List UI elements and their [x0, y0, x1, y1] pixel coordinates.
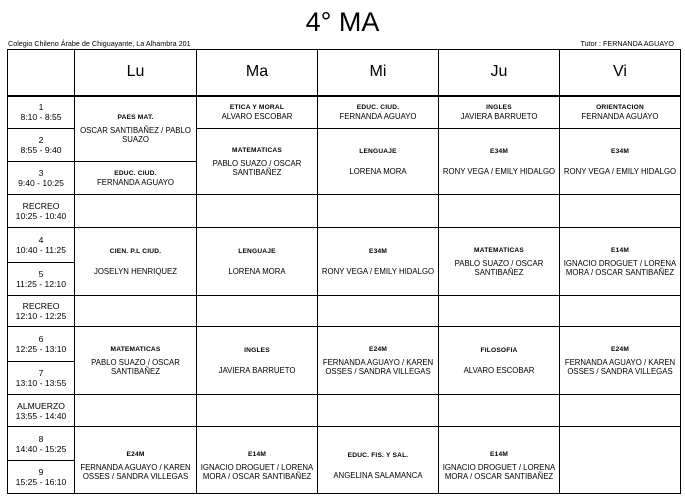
subject-label: ORIENTACION — [596, 104, 644, 112]
day-header-ma: Ma — [197, 50, 318, 96]
slot-vi-6-7 — [560, 327, 681, 395]
period-label-9 — [8, 461, 75, 494]
subject-label: EDUC. FIS. Y SAL. — [347, 452, 409, 459]
period-number: 5 — [38, 269, 44, 279]
corner-cell — [8, 50, 75, 96]
tutor-label: Tutor : FERNANDA AGUAYO — [580, 39, 674, 48]
period-time: 9:40 - 10:25 — [18, 178, 64, 188]
teacher-label: ALVARO ESCOBAR — [221, 112, 293, 122]
page-title: 4° MA — [305, 7, 380, 37]
empty-cell — [439, 296, 560, 327]
period-label-6 — [8, 327, 75, 362]
teacher-label: FERNANDA AGUAYO / KAREN OSSES / SANDRA VILLEGAS — [564, 358, 676, 376]
period-label-7 — [8, 362, 75, 395]
teacher-label: LORENA MORA — [228, 267, 286, 276]
slot-mi-8-9 — [318, 427, 439, 494]
subject-label: PAES MAT. — [117, 114, 154, 122]
slot-mi-1 — [318, 96, 439, 129]
subject-label: E14M — [247, 451, 267, 458]
empty-cell — [197, 395, 318, 427]
subject-label: E24M — [610, 346, 630, 353]
day-header-vi: Vi — [560, 50, 681, 96]
subject-label: CIEN. P.L CIUD. — [109, 248, 162, 255]
teacher-label: IGNACIO DROGUET / LORENA MORA / OSCAR SANTIBAÑEZ — [563, 259, 677, 277]
period-time: 8:10 - 8:55 — [20, 112, 62, 123]
break-row-almuerzo — [8, 395, 681, 427]
period-label-3 — [8, 162, 75, 195]
period-number: 2 — [38, 135, 44, 145]
break-row-recreo-1 — [8, 195, 681, 228]
slot-mi-2-3 — [318, 129, 439, 195]
period-row-8 — [8, 427, 681, 461]
period-number: 1 — [38, 102, 44, 113]
teacher-label: ANGELINA SALAMANCA — [333, 471, 423, 480]
period-label-2 — [8, 129, 75, 162]
teacher-label: JAVIERA BARRUETO — [218, 366, 296, 375]
period-time: 10:40 - 11:25 — [15, 245, 66, 255]
break-label — [8, 395, 75, 427]
period-row-1 — [8, 96, 681, 129]
slot-lu-3 — [75, 162, 197, 195]
teacher-label: FERNANDA AGUAYO — [581, 112, 659, 122]
subject-label: INGLES — [486, 104, 512, 112]
teacher-label: PABLO SUAZO / OSCAR SANTIBAÑEZ — [212, 159, 302, 177]
empty-cell — [197, 195, 318, 228]
empty-cell — [75, 395, 197, 427]
subject-label: MATEMATICAS — [110, 346, 161, 353]
subject-label: E14M — [489, 451, 509, 458]
period-number: 6 — [38, 334, 44, 344]
subject-label: E14M — [610, 247, 630, 254]
slot-ma-8-9 — [197, 427, 318, 494]
subject-label: LENGUAJE — [359, 148, 397, 155]
period-time: 12:25 - 13:10 — [15, 344, 67, 354]
schedule-table — [7, 49, 681, 494]
slot-vi-4-5 — [560, 228, 681, 296]
subject-label: E24M — [368, 346, 388, 353]
empty-cell — [439, 395, 560, 427]
period-row-4 — [8, 228, 681, 263]
slot-lu-8-9 — [75, 427, 197, 494]
teacher-label: FERNANDA AGUAYO — [339, 112, 417, 122]
subject-label: E34M — [368, 248, 388, 255]
period-label-1 — [8, 96, 75, 129]
period-number: 9 — [38, 467, 44, 477]
empty-cell — [318, 195, 439, 228]
teacher-label: RONY VEGA / EMILY HIDALGO — [563, 167, 677, 176]
break-name: RECREO — [22, 301, 60, 311]
slot-ma-4-5 — [197, 228, 318, 296]
slot-lu-6-7 — [75, 327, 197, 395]
school-name: Colegio Chileno Árabe de Chiguayante, La Alhambra 201 — [8, 39, 191, 48]
empty-cell — [560, 296, 681, 327]
teacher-label: OSCAR SANTIBAÑEZ / PABLO SUAZO — [80, 126, 191, 145]
teacher-label: LORENA MORA — [349, 167, 407, 176]
period-label-5 — [8, 263, 75, 296]
empty-cell — [318, 395, 439, 427]
slot-vi-1 — [560, 96, 681, 129]
slot-lu-1-2 — [75, 96, 197, 162]
slot-lu-4-5 — [75, 228, 197, 296]
break-time: 12:10 - 12:25 — [15, 311, 67, 321]
slot-ma-1 — [197, 96, 318, 129]
break-label — [8, 195, 75, 228]
break-name: ALMUERZO — [17, 400, 65, 411]
period-number: 4 — [38, 235, 44, 245]
empty-cell — [560, 427, 681, 494]
subject-label: EDUC. CIUD. — [114, 170, 157, 177]
teacher-label: FERNANDA AGUAYO / KAREN OSSES / SANDRA VILLEGAS — [322, 358, 434, 376]
period-label-8 — [8, 427, 75, 461]
break-name: RECREO — [22, 201, 60, 211]
break-label — [8, 296, 75, 327]
period-number: 3 — [38, 168, 44, 178]
period-number: 8 — [38, 433, 44, 444]
day-header-row — [8, 50, 681, 96]
teacher-label: ALVARO ESCOBAR — [463, 366, 535, 375]
teacher-label: JOSELYN HENRIQUEZ — [93, 267, 178, 276]
day-header-mi: Mi — [318, 50, 439, 96]
slot-vi-2-3 — [560, 129, 681, 195]
slot-ma-6-7 — [197, 327, 318, 395]
teacher-label: IGNACIO DROGUET / LORENA MORA / OSCAR SANTIBAÑEZ — [200, 463, 314, 481]
period-time: 15:25 - 16:10 — [15, 477, 67, 487]
teacher-label: JAVIERA BARRUETO — [460, 112, 538, 122]
empty-cell — [439, 195, 560, 228]
empty-cell — [75, 195, 197, 228]
slot-ju-8-9 — [439, 427, 560, 494]
teacher-label: PABLO SUAZO / OSCAR SANTIBAÑEZ — [454, 259, 544, 277]
subject-label: MATEMATICAS — [474, 247, 524, 254]
subject-label: INGLES — [244, 347, 270, 354]
teacher-label: PABLO SUAZO / OSCAR SANTIBAÑEZ — [91, 358, 180, 376]
day-header-lu: Lu — [75, 50, 197, 96]
subject-label: EDUC. CIUD. — [356, 104, 400, 112]
period-time: 13:10 - 13:55 — [15, 378, 67, 388]
subject-label: MATEMATICAS — [232, 147, 282, 154]
empty-cell — [197, 296, 318, 327]
empty-cell — [75, 296, 197, 327]
teacher-label: FERNANDA AGUAYO — [97, 178, 174, 187]
subject-label: E24M — [126, 451, 145, 458]
empty-cell — [560, 195, 681, 228]
subject-label: ETICA Y MORAL — [229, 104, 285, 112]
period-time: 14:40 - 15:25 — [15, 443, 67, 454]
break-time: 10:25 - 10:40 — [15, 211, 67, 221]
empty-cell — [560, 395, 681, 427]
teacher-label: RONY VEGA / EMILY HIDALGO — [321, 267, 435, 276]
slot-ju-6-7 — [439, 327, 560, 395]
subject-label: E34M — [610, 148, 630, 155]
break-time: 13:55 - 14:40 — [15, 410, 67, 421]
period-time: 8:55 - 9:40 — [20, 145, 62, 155]
teacher-label: FERNANDA AGUAYO / KAREN OSSES / SANDRA VILLEGAS — [80, 463, 191, 481]
teacher-label: IGNACIO DROGUET / LORENA MORA / OSCAR SANTIBAÑEZ — [442, 463, 556, 481]
slot-mi-4-5 — [318, 228, 439, 296]
slot-ju-1 — [439, 96, 560, 129]
period-number: 7 — [38, 368, 44, 378]
slot-mi-6-7 — [318, 327, 439, 395]
day-header-ju: Ju — [439, 50, 560, 96]
slot-ma-2-3 — [197, 129, 318, 195]
slot-ju-4-5 — [439, 228, 560, 296]
subject-label: LENGUAJE — [238, 248, 276, 255]
empty-cell — [318, 296, 439, 327]
subject-label: E34M — [489, 148, 509, 155]
period-row-6 — [8, 327, 681, 362]
teacher-label: RONY VEGA / EMILY HIDALGO — [442, 167, 556, 176]
break-row-recreo-2 — [8, 296, 681, 327]
period-label-4 — [8, 228, 75, 263]
period-time: 11:25 - 12:10 — [15, 279, 66, 289]
subject-label: FILOSOFIA — [480, 347, 518, 354]
slot-ju-2-3 — [439, 129, 560, 195]
